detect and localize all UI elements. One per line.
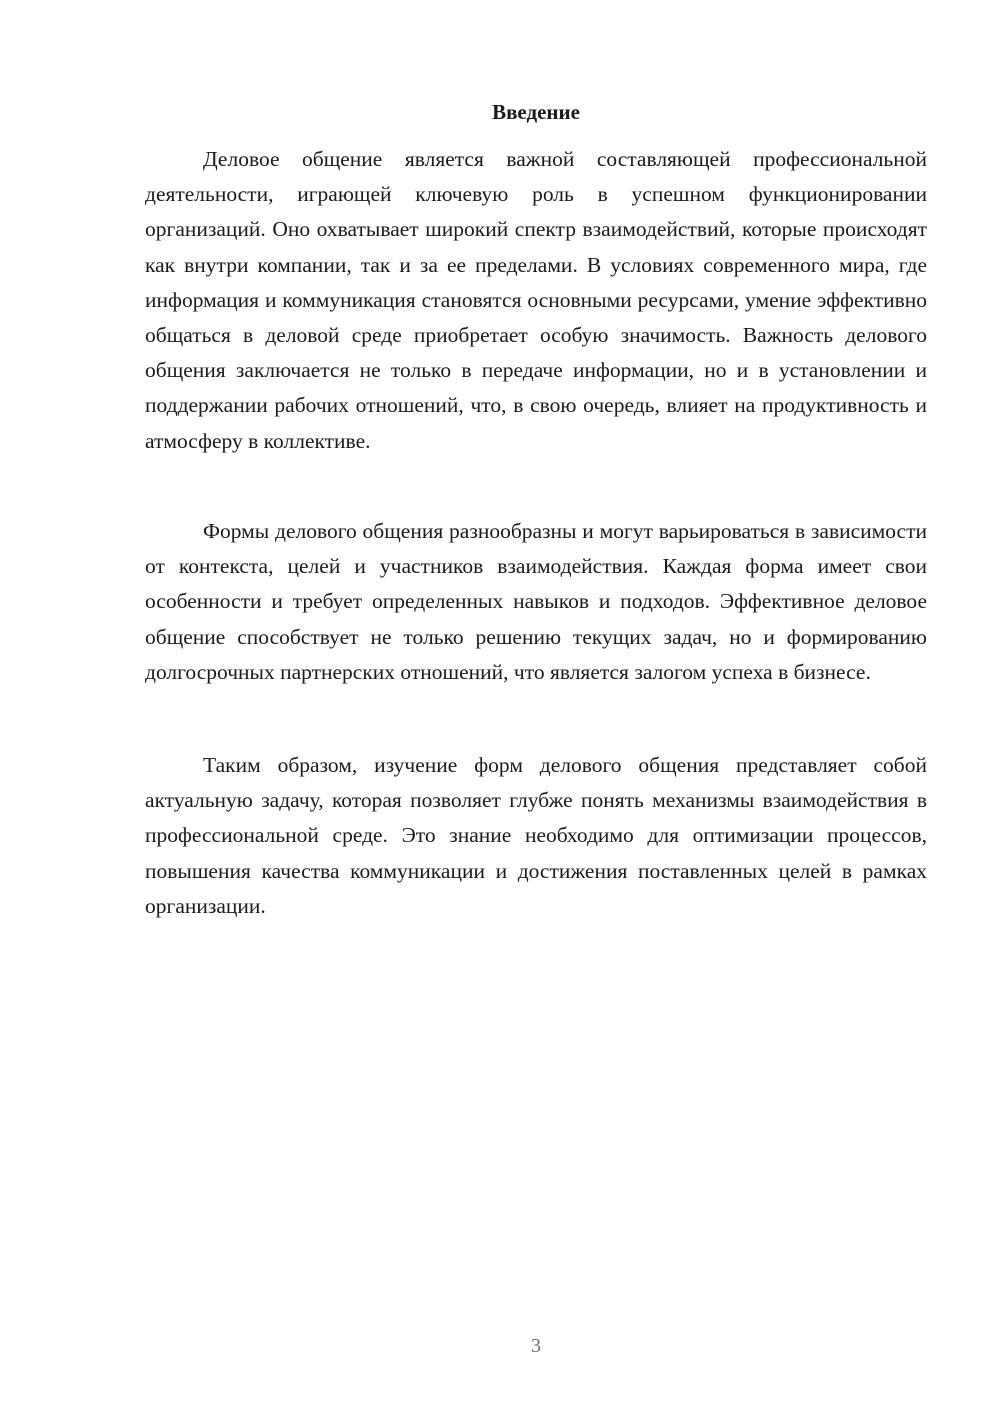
paragraph-2: Формы делового общения разнообразны и могут варьироваться в зависимости от контекста, целей и участников взаимодействия. Каждая форма имеет свои особенности и требует определенных навыков и подходов. Эффективное деловое общение способствует не только решению текущих задач, но и формированию долгосрочных партнерских отношений, что является залогом успеха в бизнесе. xyxy=(145,519,927,684)
paragraph-1: Деловое общение является важной составляющей профессиональной деятельности, играющей ключевую роль в успешном функционировании организаций. Оно охватывает широкий спектр взаимодействий, которые происходят как внутри компании, так и за ее пределами. В условиях современного мира, где информация и коммуникация становятся основными ресурсами, умение эффективно общаться в деловой среде приобретает особую значимость. Важность делового общения заключается не только в передаче информации, но и в установлении и поддержании рабочих отношений, что, в свою очередь, влияет на продуктивность и атмосферу в коллективе. xyxy=(145,147,927,453)
section-heading: Введение xyxy=(492,100,580,124)
paragraph-3: Таким образом, изучение форм делового общения представляет собой актуальную задачу, которая позволяет глубже понять механизмы взаимодействия в профессиональной среде. Это знание необходимо для оптимизации процессов, повышения качества коммуникации и достижения поставленных целей в рамках организации. xyxy=(145,753,927,918)
page-number: 3 xyxy=(531,1335,541,1357)
